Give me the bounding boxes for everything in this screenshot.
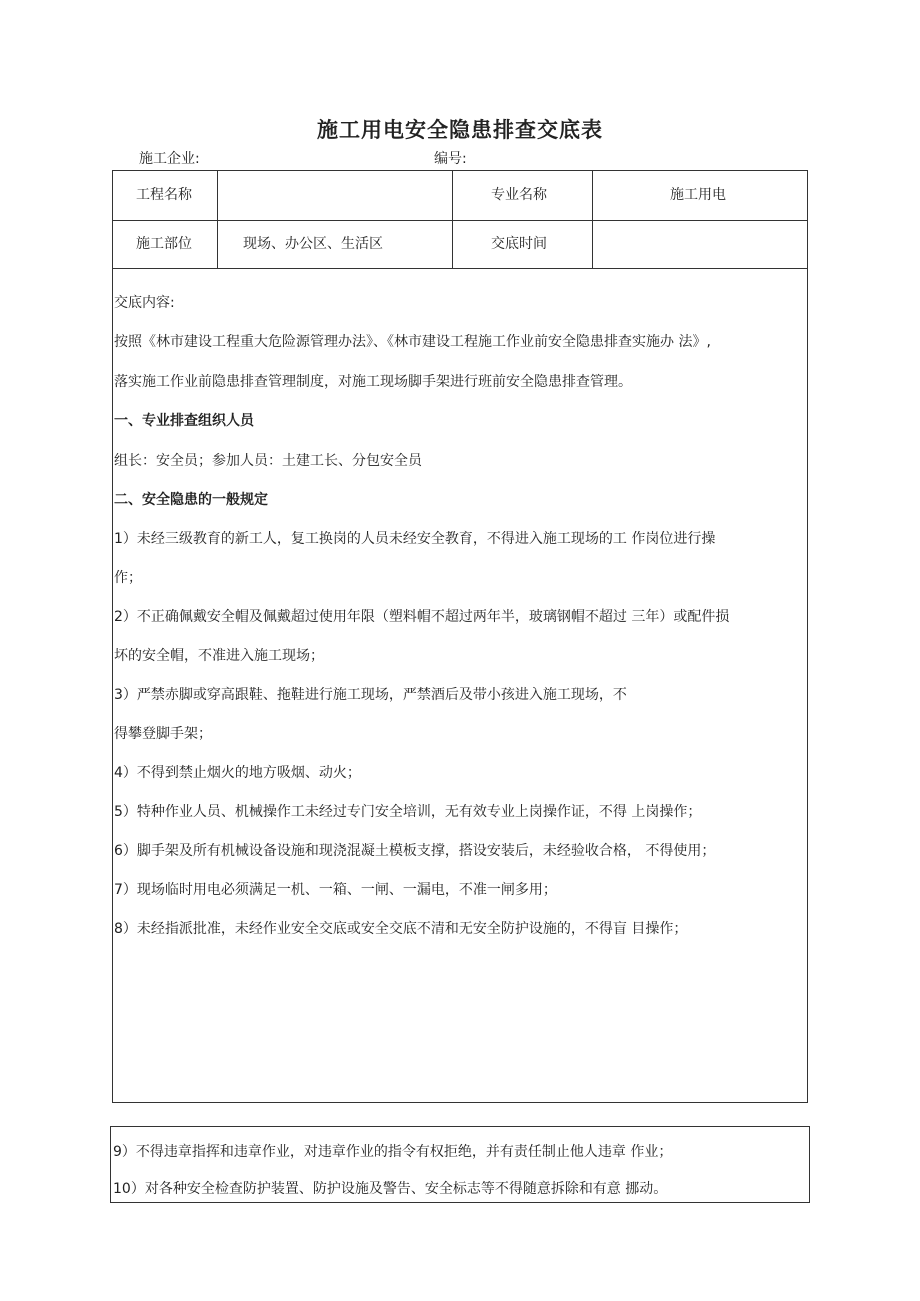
content-line-14: 6）脚手架及所有机械设备设施和现浇混凝土模板支撑，搭设安装后，未经验收合格， 不得使用； <box>114 843 716 859</box>
location-label: 施工部位 <box>136 236 192 252</box>
col-divider-1 <box>217 170 218 268</box>
content-line-1: 按照《林市建设工程重大危险源管理办法》、《林市建设工程施工作业前安全隐患排查实施办 法》, <box>114 334 711 350</box>
content-line-16: 8）未经指派批准，未经作业安全交底或安全交底不清和无安全防护设施的，不得盲 目操作； <box>114 921 688 937</box>
continuation-box <box>110 1126 810 1203</box>
content-line-11: 得攀登脚手架； <box>114 726 212 742</box>
specialty-label: 专业名称 <box>491 187 547 203</box>
location-value: 现场、办公区、生活区 <box>243 236 383 252</box>
page-title: 施工用电安全隐患排查交底表 <box>317 118 603 142</box>
specialty-value: 施工用电 <box>670 187 726 203</box>
content-line-15: 7）现场临时用电必须满足一机、一箱、一闸、一漏电，不准一闸多用； <box>114 882 557 898</box>
content-line-9: 坏的安全帽，不准进入施工现场； <box>114 648 324 664</box>
number-label: 编号: <box>434 151 467 167</box>
section-heading-1: 一、专业排查组织人员 <box>114 413 254 429</box>
content-line-0: 交底内容: <box>114 295 175 311</box>
company-label: 施工企业: <box>139 151 200 167</box>
content-line-10: 3）严禁赤脚或穿高跟鞋、拖鞋进行施工现场，严禁酒后及带小孩进入施工现场，不 <box>114 687 627 703</box>
time-label: 交底时间 <box>491 236 547 252</box>
main-table <box>112 170 808 1103</box>
content-line-8: 2）不正确佩戴安全帽及佩戴超过使用年限（塑料帽不超过两年半，玻璃钢帽不超过 三年）或配件损 <box>114 609 730 625</box>
section-heading-2: 二、安全隐患的一般规定 <box>114 492 268 508</box>
continuation-line-0: 9）不得违章指挥和违章作业，对违章作业的指令有权拒绝，并有责任制止他人违章 作业； <box>113 1144 673 1160</box>
content-line-12: 4）不得到禁止烟火的地方吸烟、动火； <box>114 765 361 781</box>
project-name-label: 工程名称 <box>136 187 192 203</box>
content-line-7: 作； <box>114 570 142 586</box>
content-line-4: 组长：安全员；参加人员：土建工长、分包安全员 <box>114 453 422 469</box>
col-divider-3 <box>592 170 593 268</box>
content-line-2: 落实施工作业前隐患排查管理制度，对施工现场脚手架进行班前安全隐患排查管理。 <box>114 374 632 390</box>
col-divider-2 <box>452 170 453 268</box>
continuation-line-1: 10）对各种安全检查防护装置、防护设施及警告、安全标志等不得随意拆除和有意 挪动。 <box>113 1181 668 1197</box>
content-line-6: 1）未经三级教育的新工人，复工换岗的人员未经安全教育，不得进入施工现场的工 作岗位进行操 <box>114 531 716 547</box>
content-line-13: 5）特种作业人员、机械操作工未经过专门安全培训，无有效专业上岗操作证，不得 上岗操作； <box>114 804 702 820</box>
row-divider-2 <box>112 268 808 269</box>
